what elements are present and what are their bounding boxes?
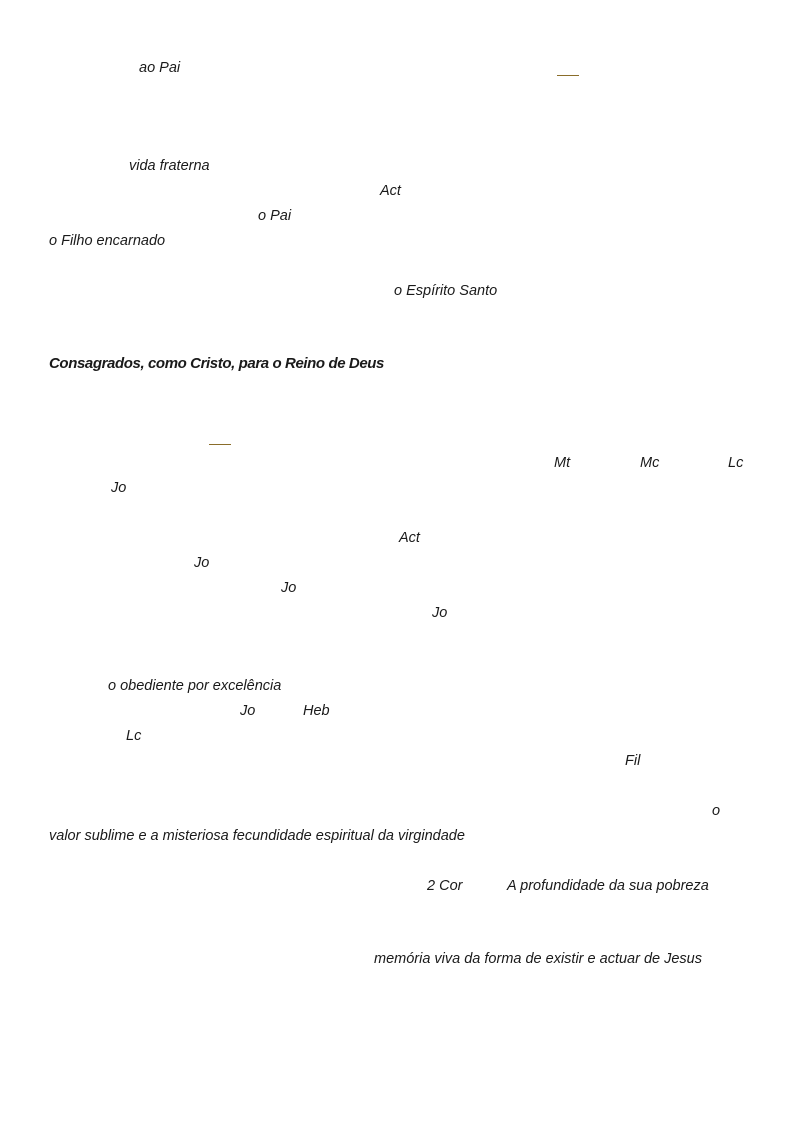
act-reference: Act [380, 183, 401, 199]
o-filho-encarnado-text: o Filho encarnado [49, 233, 166, 249]
mt-reference: Mt [554, 455, 571, 471]
jo-reference: Jo [111, 480, 127, 496]
mc-reference: Mc [640, 455, 660, 471]
lc-reference: Lc [728, 455, 744, 471]
o-text: o [712, 803, 721, 819]
jo-reference: Jo [432, 605, 448, 621]
act-reference: Act [399, 530, 420, 546]
vida-fraterna-text: vida fraterna [129, 158, 210, 174]
section-heading: Consagrados, como Cristo, para o Reino de Deus [49, 355, 385, 372]
fil-reference: Fil [625, 753, 641, 769]
cor-reference: 2 Cor [427, 878, 463, 894]
footnote-link-mark[interactable] [209, 444, 231, 445]
jo-reference: Jo [240, 703, 256, 719]
virgindade-text: valor sublime e a misteriosa fecundidade espiritual da virgindade [49, 828, 465, 844]
pobreza-text: A profundidade da sua pobreza [507, 878, 709, 894]
lc-reference: Lc [126, 728, 142, 744]
o-espirito-santo-text: o Espírito Santo [394, 283, 498, 299]
ao-pai-text: ao Pai [139, 60, 181, 76]
jo-reference: Jo [281, 580, 297, 596]
o-pai-text: o Pai [258, 208, 292, 224]
memoria-viva-text: memória viva da forma de existir e actuar de Jesus [374, 951, 702, 967]
footnote-link-mark[interactable] [557, 75, 579, 76]
obediente-text: o obediente por excelência [108, 678, 282, 694]
heb-reference: Heb [303, 703, 330, 719]
jo-reference: Jo [194, 555, 210, 571]
